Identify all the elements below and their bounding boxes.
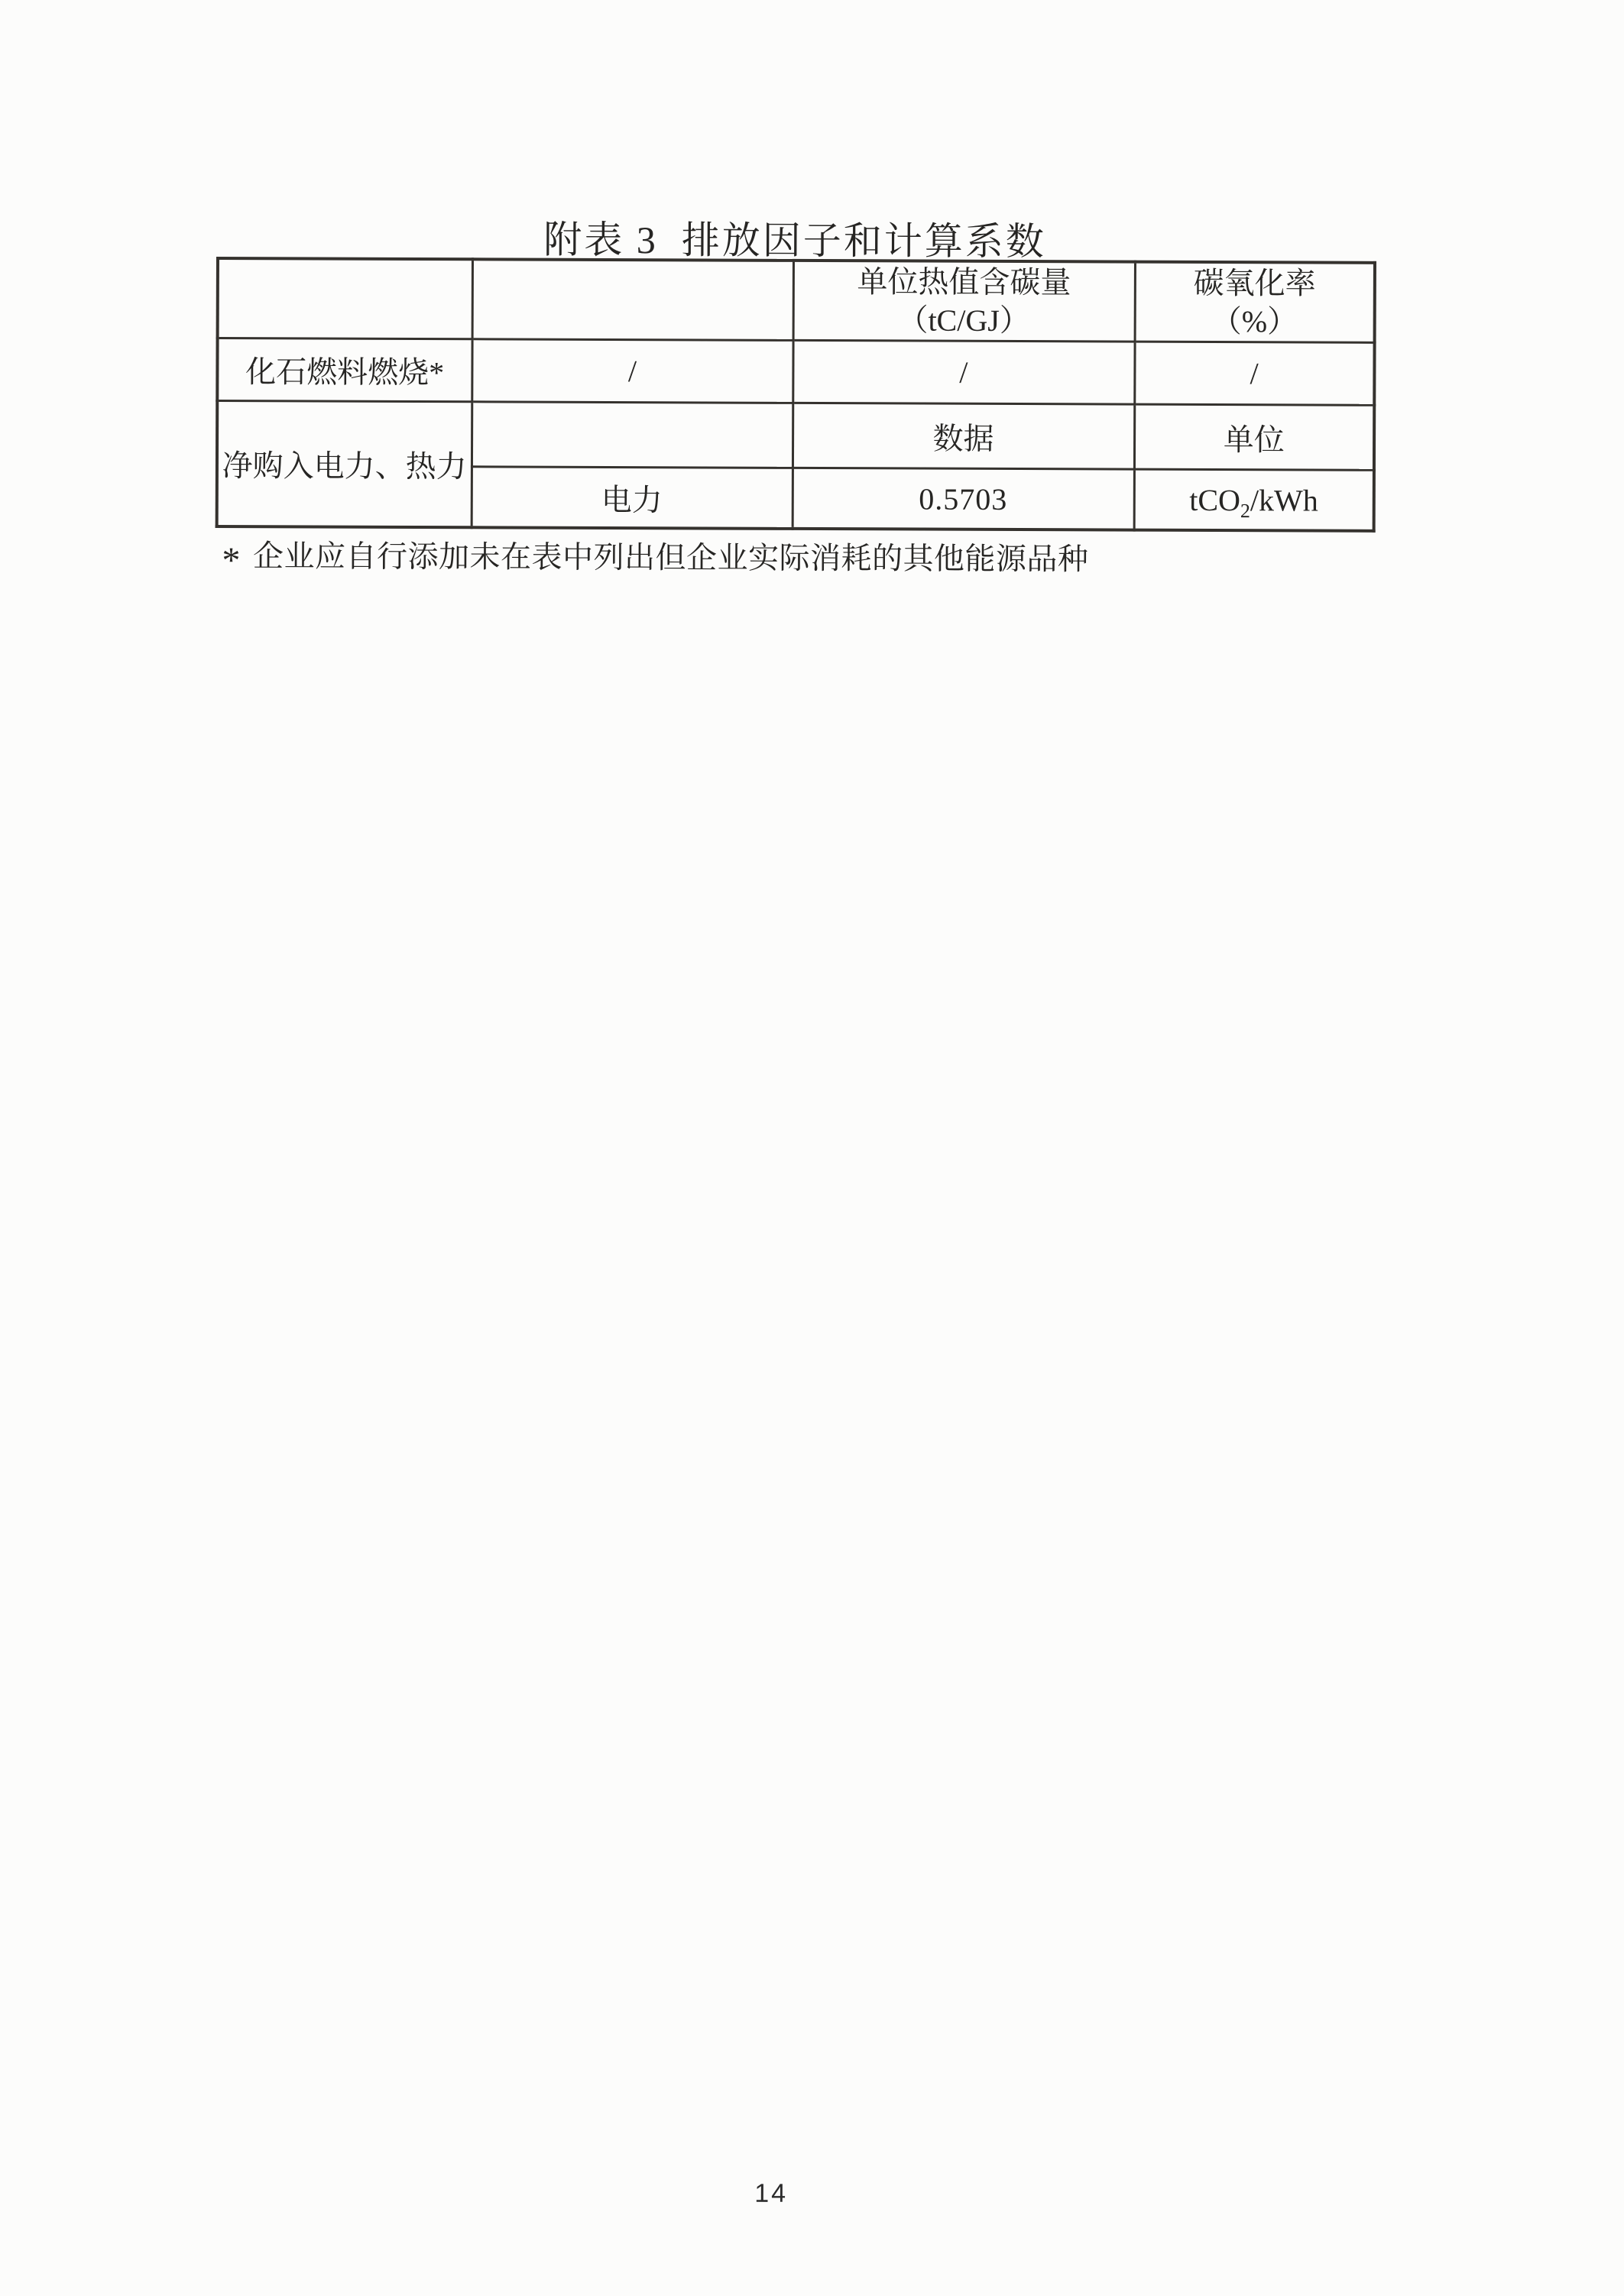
header-blank-category xyxy=(218,258,472,339)
cell-electricity-label: 电力 xyxy=(472,467,793,529)
header-oxidation-rate-unit: （%） xyxy=(1211,303,1298,338)
electricity-unit-subscript: 2 xyxy=(1240,499,1250,522)
header-oxidation-rate xyxy=(1135,262,1375,343)
electricity-unit-suffix: /kWh xyxy=(1250,482,1318,518)
header-oxidation-rate-title: 碳氧化率 xyxy=(1193,265,1316,301)
cell-electricity-unit xyxy=(1134,469,1374,531)
table-row-fossil-fuel xyxy=(217,338,1374,406)
cell-electricity-value: 0.5703 xyxy=(793,468,1134,529)
table-caption: 附表 3 排放因子和计算系数 xyxy=(543,218,1046,264)
cell-purchased-power-label: 净购入电力、热力 xyxy=(217,401,472,528)
table-row-header xyxy=(218,258,1375,342)
cell-unit-header: 单位 xyxy=(1134,404,1374,470)
table-footnote xyxy=(222,532,1088,585)
table-row-purchased-subheader xyxy=(217,401,1374,471)
cell-purchased-blank xyxy=(472,402,793,468)
cell-fossil-fuel-middle-slash: / xyxy=(472,339,793,403)
cell-fossil-fuel-oxidation-slash: / xyxy=(1134,342,1374,405)
cell-fossil-fuel-carbon-slash: / xyxy=(793,340,1134,404)
header-blank-subcategory xyxy=(472,259,793,340)
electricity-unit-prefix: tCO xyxy=(1189,482,1241,517)
emission-factors-table xyxy=(216,257,1376,533)
footnote-text: 企业应自行添加未在表中列出但企业实际消耗的其他能源品种 xyxy=(252,539,1089,577)
footnote-asterisk: * xyxy=(222,540,241,581)
cell-fossil-fuel-label: 化石燃料燃烧* xyxy=(217,338,472,402)
cell-data-header: 数据 xyxy=(793,403,1134,469)
header-carbon-content-title: 单位热值含碳量 xyxy=(857,264,1071,300)
page-number: 14 xyxy=(754,2178,789,2208)
header-carbon-content-unit: （tC/GJ） xyxy=(897,302,1030,338)
header-carbon-content xyxy=(793,261,1135,342)
